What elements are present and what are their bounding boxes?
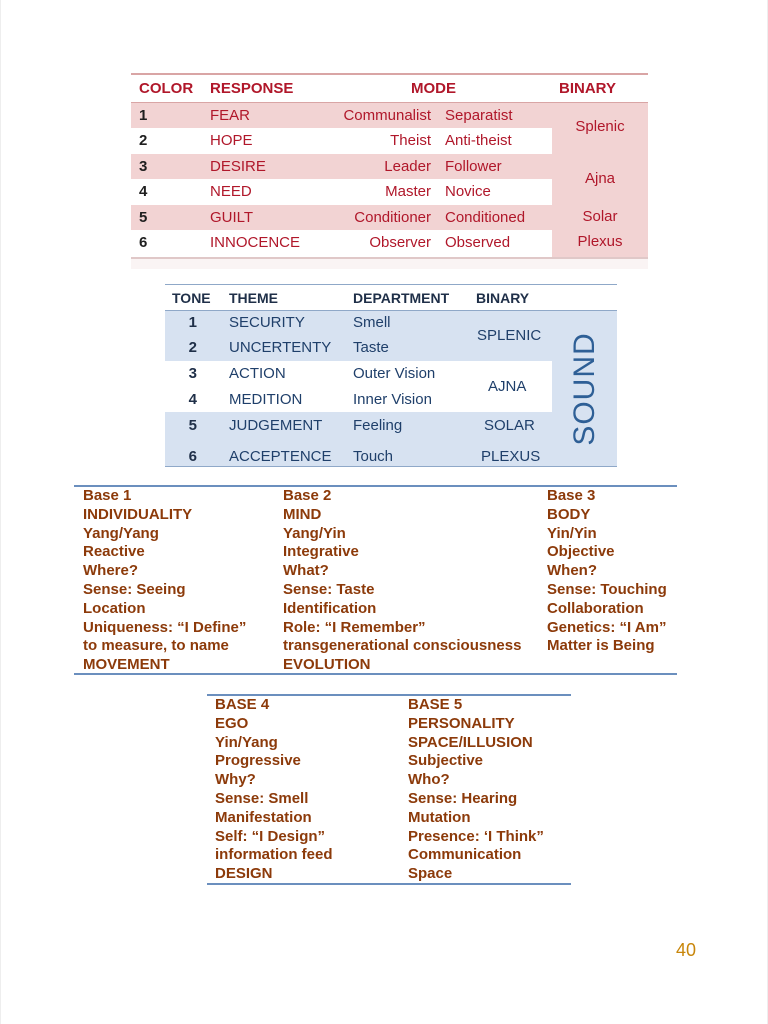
row-mode-left: Conditioner — [354, 209, 431, 226]
base-3-line: Objective — [547, 543, 615, 561]
base-5-line: PERSONALITY — [408, 714, 515, 732]
base-4-line: Yin/Yang — [215, 733, 278, 751]
base-5-line: Mutation — [408, 808, 471, 826]
header-tone: TONE — [172, 290, 211, 306]
base-2-line: Yang/Yin — [283, 524, 346, 542]
base-4-line: EGO — [215, 714, 249, 732]
base-5-line: Sense: Hearing — [408, 789, 518, 807]
section-rule — [74, 673, 677, 675]
row-mode-left: Observer — [369, 234, 431, 251]
tone-binary-solar: SOLAR — [484, 417, 535, 434]
row-mode-right: Anti-theist — [445, 132, 512, 149]
table-row — [131, 179, 552, 204]
base-1-line: Reactive — [83, 543, 145, 561]
row-mode-right: Follower — [445, 158, 502, 175]
table-rule — [131, 73, 648, 75]
table-rule — [165, 284, 617, 285]
tone-number: 2 — [188, 339, 197, 356]
header-mode: MODE — [411, 80, 456, 97]
base-4-line: information feed — [215, 846, 333, 864]
row-mode-left: Theist — [390, 132, 431, 149]
tone-theme: JUDGEMENT — [229, 417, 323, 434]
base-3-line: BODY — [547, 505, 591, 523]
table-rule — [165, 466, 617, 467]
tone-binary-ajna: AJNA — [488, 378, 527, 395]
base-1-line: MOVEMENT — [83, 656, 170, 674]
row-number: 3 — [139, 158, 148, 175]
tone-department: Feeling — [353, 417, 403, 434]
base-2-line: Integrative — [283, 543, 359, 561]
base-2-line: Base 2 — [283, 487, 332, 504]
base-3-line: Yin/Yin — [547, 524, 597, 542]
row-mode-left: Master — [385, 183, 431, 200]
row-response: FEAR — [210, 107, 251, 124]
table-row — [131, 205, 552, 230]
base-4-column — [215, 696, 333, 884]
table-row — [131, 128, 552, 153]
header-theme: THEME — [229, 290, 278, 306]
tone-department: Touch — [353, 448, 394, 465]
base-4-line: Sense: Smell — [215, 789, 309, 807]
tone-binary-splenic: SPLENIC — [477, 327, 542, 344]
base-3-line: Collaboration — [547, 599, 644, 617]
base-1-line: Uniqueness: “I Define” — [83, 618, 247, 636]
header-department: DEPARTMENT — [353, 290, 450, 306]
row-number: 5 — [139, 209, 148, 226]
row-mode-right: Conditioned — [445, 209, 526, 226]
base-2-line: MIND — [283, 505, 322, 523]
tone-theme: ACTION — [229, 365, 286, 382]
base-3-column — [547, 487, 667, 656]
sound-label: SOUND — [568, 332, 601, 446]
base-5-line: BASE 5 — [408, 696, 463, 713]
row-response: DESIRE — [210, 158, 266, 175]
row-response: NEED — [210, 183, 252, 200]
base-3-line: When? — [547, 562, 597, 580]
row-mode-left: Communalist — [343, 107, 431, 124]
binary-solar: Solar — [582, 208, 618, 225]
row-mode-right: Novice — [445, 183, 491, 200]
binary-splenic: Splenic — [575, 118, 625, 135]
row-mode-right: Separatist — [445, 107, 513, 124]
tone-binary-plexus: PLEXUS — [481, 448, 541, 465]
row-number: 2 — [139, 132, 148, 149]
base-3-line: Genetics: “I Am” — [547, 618, 667, 636]
bases-row-2 — [207, 694, 571, 886]
base-2-line: EVOLUTION — [283, 656, 371, 674]
header-binary: BINARY — [559, 80, 616, 97]
base-5-line: Subjective — [408, 752, 484, 770]
binary-plexus: Plexus — [577, 233, 623, 250]
base-1-line: to measure, to name — [83, 637, 229, 655]
section-rule — [207, 883, 571, 885]
tone-department: Smell — [353, 314, 391, 331]
base-2-line: Role: “I Remember” — [283, 618, 426, 636]
base-5-line: Who? — [408, 771, 450, 789]
base-5-line: Space — [408, 865, 453, 883]
row-response: HOPE — [210, 132, 253, 149]
row-mode-right: Observed — [445, 234, 511, 251]
base-1-line: Base 1 — [83, 487, 132, 504]
tone-department: Taste — [353, 339, 389, 356]
base-4-line: Manifestation — [215, 808, 312, 826]
base-3-line: Matter is Being — [547, 637, 655, 655]
base-4-line: Self: “I Design” — [215, 827, 326, 845]
tone-theme: MEDITION — [229, 391, 303, 408]
binary-ajna: Ajna — [584, 170, 616, 187]
base-2-line: What? — [283, 562, 329, 580]
table-footer-band — [131, 259, 648, 269]
row-number: 4 — [139, 183, 148, 200]
base-2-line: Sense: Taste — [283, 580, 375, 598]
base-5-line: Communication — [408, 846, 522, 864]
base-3-line: Base 3 — [547, 487, 596, 504]
tone-theme: ACCEPTENCE — [229, 448, 332, 465]
row-response: GUILT — [210, 209, 254, 226]
table-row — [131, 230, 552, 255]
base-2-line: Identification — [283, 599, 377, 617]
tone-theme: SECURITY — [229, 314, 305, 331]
tone-number: 4 — [188, 391, 197, 408]
page-number: 40 — [676, 940, 697, 960]
table-row — [131, 103, 552, 128]
base-4-line: BASE 4 — [215, 696, 270, 713]
tone-number: 1 — [188, 314, 197, 331]
tone-department: Outer Vision — [353, 365, 436, 382]
base-1-line: Where? — [83, 562, 139, 580]
row-mode-left: Leader — [384, 158, 431, 175]
base-5-line: SPACE/ILLUSION — [408, 733, 533, 751]
base-1-column — [83, 487, 246, 675]
base-1-line: Yang/Yang — [83, 524, 159, 542]
base-2-line: transgenerational consciousness — [283, 637, 522, 655]
base-4-line: Progressive — [215, 752, 301, 770]
header-color: COLOR — [139, 80, 194, 97]
base-4-line: Why? — [215, 771, 256, 789]
row-number: 6 — [139, 234, 148, 251]
base-1-line: Sense: Seeing — [83, 580, 186, 598]
tone-theme: UNCERTENTY — [229, 339, 332, 356]
base-4-line: DESIGN — [215, 865, 273, 883]
tone-number: 3 — [188, 365, 197, 382]
base-3-line: Sense: Touching — [547, 580, 667, 598]
base-2-column — [283, 487, 521, 675]
tone-number: 5 — [188, 417, 197, 434]
base-5-column — [408, 696, 544, 884]
base-5-line: Presence: ‘I Think” — [408, 827, 544, 845]
table-row — [131, 154, 552, 179]
header-response: RESPONSE — [210, 80, 294, 97]
row-response: INNOCENCE — [210, 234, 301, 251]
base-1-line: Location — [83, 599, 146, 617]
base-1-line: INDIVIDUALITY — [83, 505, 193, 523]
bases-row-1 — [74, 485, 677, 675]
header-binary: BINARY — [476, 290, 530, 306]
row-number: 1 — [139, 107, 148, 124]
tone-department: Inner Vision — [353, 391, 432, 408]
tone-number: 6 — [188, 448, 197, 465]
